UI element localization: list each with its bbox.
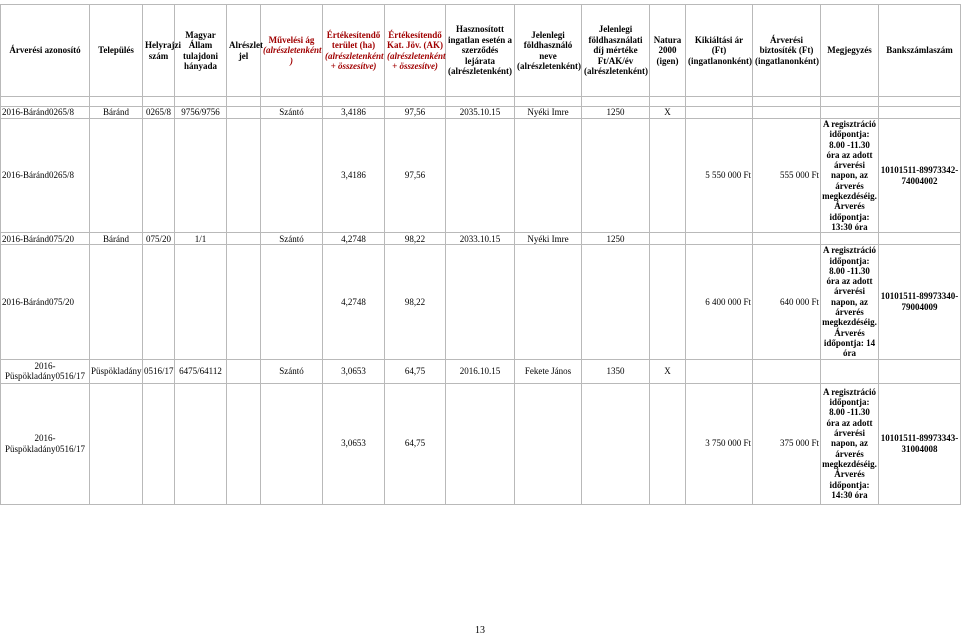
income: 64,75 [385,359,446,383]
header-row [1,5,961,97]
auction-table [0,4,961,505]
note: A regisztráció időpontja: 8.00 -11.30 óra az adott árverési napon, az árverés megkezdéséig. Árverés időpontja: 14 óra [822,245,877,359]
settlement: Báránd [90,107,143,119]
header-lot-number: Helyrajzi szám [143,5,175,97]
cultivation: Szántó [261,233,323,245]
land-user: Fekete János [515,359,582,383]
income-total: 97,56 [385,119,446,233]
bank-account: 10101511-89973342-74004002 [879,119,961,233]
income: 97,56 [385,107,446,119]
area: 4,2748 [323,233,385,245]
subparcel [227,359,261,383]
header-contract-end: Hasznosított ingatlan esetén a szerződés lejárata (alrészletenként) [446,5,515,97]
lot-number: 0516/17 [143,359,175,383]
subparcel [227,233,261,245]
bank-account: 10101511-89973340-79004009 [879,245,961,359]
parcel-id: 2016-Báránd075/20 [1,233,90,245]
land-user: Nyéki Imre [515,107,582,119]
cultivation: Szántó [261,107,323,119]
area: 3,4186 [323,107,385,119]
natura-mark: X [650,107,686,119]
state-share: 6475/64112 [175,359,227,383]
parcel-id: 2016-Báránd075/20 [1,245,90,359]
contract-end: 2016.10.15 [446,359,515,383]
area: 3,0653 [323,359,385,383]
income-total: 98,22 [385,245,446,359]
header-area: Értékesítendő terület (ha) (alrészletenként + összesítve) [323,5,385,97]
area-total: 4,2748 [323,245,385,359]
header-land-user: Jelenlegi földhasználó neve (alrészletenként) [515,5,582,97]
table-row [1,245,961,359]
state-share: 1/1 [175,233,227,245]
header-settlement: Település [90,5,143,97]
starting-price: 6 400 000 Ft [686,245,753,359]
land-user: Nyéki Imre [515,233,582,245]
area-total: 3,0653 [323,383,385,504]
header-state-share: Magyar Állam tulajdoni hányada [175,5,227,97]
settlement: Püspökladány [90,359,143,383]
fee: 1250 [582,107,650,119]
bank-account: 10101511-89973343-31004008 [879,383,961,504]
table-row [1,119,961,233]
header-cultivation: Művelési ág (alrészletenként ) [261,5,323,97]
header-natura: Natura 2000 (igen) [650,5,686,97]
note: A regisztráció időpontja: 8.00 -11.30 óra az adott árverési napon, az árverés megkezdéséig. Árverés időpontja: 14:30 óra [821,383,879,504]
fee: 1350 [582,359,650,383]
header-fee: Jelenlegi földhasználati díj mértéke Ft/AK/év (alrészletenként) [582,5,650,97]
header-deposit: Árverési biztosíték (Ft) (ingatlanonként) [753,5,821,97]
lot-number: 075/20 [143,233,175,245]
spacer-row [1,97,961,107]
income-total: 64,75 [385,383,446,504]
contract-end: 2035.10.15 [446,107,515,119]
header-note: Megjegyzés [821,5,879,97]
table-row [1,233,961,245]
note: A regisztráció időpontja: 8.00 -11.30 óra az adott árverési napon, az árverés megkezdéséig. Árverés időpontja: 13:30 óra [822,119,877,232]
area-total: 3,4186 [323,119,385,233]
lot-number: 0265/8 [143,107,175,119]
natura-mark: X [650,359,686,383]
starting-price: 5 550 000 Ft [686,119,753,233]
state-share: 9756/9756 [175,107,227,119]
auction-deposit: 555 000 Ft [753,119,821,233]
cultivation: Szántó [261,359,323,383]
parcel-id: 2016-Báránd0265/8 [1,107,90,119]
fee: 1250 [582,233,650,245]
natura-mark [650,233,686,245]
contract-end: 2033.10.15 [446,233,515,245]
settlement: Báránd [90,233,143,245]
table-row [1,359,961,383]
auction-deposit: 640 000 Ft [753,245,821,359]
page-number: 13 [475,625,485,636]
auction-deposit: 375 000 Ft [753,383,821,504]
parcel-id: 2016-Püspökladány0516/17 [1,383,90,504]
header-subparcel: Alrészlet jel [227,5,261,97]
header-account: Bankszámlaszám [879,5,961,97]
header-auction-id: Árverési azonosító [1,5,90,97]
income: 98,22 [385,233,446,245]
table-row [1,107,961,119]
starting-price: 3 750 000 Ft [686,383,753,504]
header-income: Értékesítendő Kat. Jöv. (AK) (alrészletenként + összesítve) [385,5,446,97]
header-price: Kikiáltási ár (Ft) (ingatlanonként) [686,5,753,97]
subparcel [227,107,261,119]
parcel-id: 2016-Püspökladány0516/17 [1,359,90,383]
parcel-id: 2016-Báránd0265/8 [1,119,90,233]
table-row [1,383,961,504]
